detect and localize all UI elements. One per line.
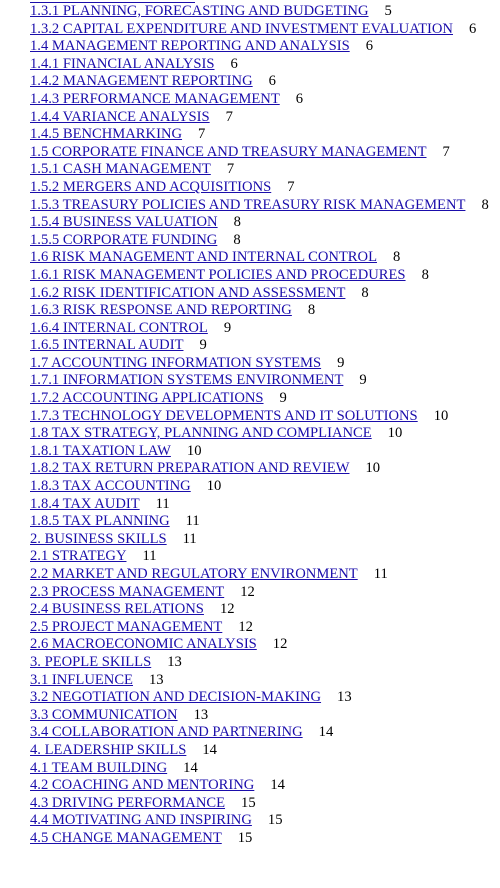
toc-entry-link[interactable]: 4.3 DRIVING PERFORMANCE: [30, 794, 226, 811]
toc-entry-link[interactable]: 1.6 RISK MANAGEMENT AND INTERNAL CONTROL: [30, 249, 377, 266]
toc-entry-link[interactable]: 1.3.2 CAPITAL EXPENDITURE AND INVESTMENT EVALUATION: [30, 20, 453, 37]
toc-entry: [30, 513, 492, 531]
toc-entry-page-number: 6: [230, 55, 238, 72]
toc-entry: [30, 830, 492, 848]
toc-entry-page-number: 11: [155, 495, 170, 512]
toc-entry: [30, 636, 492, 654]
toc-entry: [30, 38, 492, 56]
toc-entry: [30, 584, 492, 602]
toc-entry-page-number: 10: [206, 478, 222, 495]
toc-entry-page-number: 9: [337, 354, 345, 371]
toc-entry-link[interactable]: 1.8.2 TAX RETURN PREPARATION AND REVIEW: [30, 460, 350, 477]
toc-entry: [30, 267, 492, 285]
toc-entry: [30, 566, 492, 584]
toc-entry: [30, 478, 492, 496]
toc-entry-page-number: 10: [387, 425, 403, 442]
toc-entry: [30, 496, 492, 514]
toc-entry: [30, 302, 492, 320]
toc-entry: [30, 355, 492, 373]
toc-entry-link[interactable]: 1.8.1 TAXATION LAW: [30, 442, 171, 459]
toc-entry-page-number: 7: [198, 126, 206, 143]
toc-entry: [30, 689, 492, 707]
toc-entry-page-number: 13: [167, 653, 182, 670]
toc-entry-link[interactable]: 1.4.4 VARIANCE ANALYSIS: [30, 108, 210, 125]
toc-entry-page-number: 6: [268, 73, 276, 90]
toc-entry-page-number: 7: [287, 178, 295, 195]
toc-entry-link[interactable]: 2.2 MARKET AND REGULATORY ENVIRONMENT: [30, 566, 358, 582]
toc-entry: [30, 232, 492, 250]
toc-entry-page-number: 14: [318, 724, 334, 741]
toc-entry-link[interactable]: 2.3 PROCESS MANAGEMENT: [30, 583, 225, 600]
toc-entry: [30, 548, 492, 566]
toc-entry-page-number: 6: [295, 90, 304, 107]
toc-entry: [30, 795, 492, 813]
toc-entry: [30, 654, 492, 672]
toc-entry-page-number: 15: [267, 812, 283, 829]
toc-entry-link[interactable]: 1.8.4 TAX AUDIT: [30, 495, 140, 512]
toc-entry-page-number: 10: [365, 460, 381, 477]
toc-entry-link[interactable]: 1.7.1 INFORMATION SYSTEMS ENVIRONMENT: [30, 372, 344, 389]
toc-entry-link[interactable]: 2.6 MACROECONOMIC ANALYSIS: [30, 636, 257, 653]
toc-entry-page-number: 8: [481, 196, 489, 213]
toc-entry-link[interactable]: 1.5.4 BUSINESS VALUATION: [30, 214, 218, 231]
toc-entry-page-number: 13: [148, 671, 164, 688]
toc-entry-link[interactable]: 2.1 STRATEGY: [30, 548, 127, 565]
toc-entry-link[interactable]: 4.2 COACHING AND MENTORING: [30, 777, 255, 794]
toc-entry: [30, 285, 492, 303]
toc-entry-page-number: 14: [202, 741, 217, 758]
toc-entry-page-number: 12: [238, 618, 253, 635]
toc-entry: [30, 372, 492, 390]
toc-entry-page-number: 8: [233, 231, 241, 248]
toc-entry-link[interactable]: 1.4.1 FINANCIAL ANALYSIS: [30, 55, 215, 72]
toc-entry: [30, 73, 492, 91]
toc-entry-page-number: 13: [193, 706, 209, 723]
toc-entry-link[interactable]: 4.4 MOTIVATING AND INSPIRING: [30, 812, 252, 829]
toc-entry-link[interactable]: 1.6.1 RISK MANAGEMENT POLICIES AND PROCEDURES: [30, 266, 406, 283]
toc-entry-link[interactable]: 1.7.3 TECHNOLOGY DEVELOPMENTS AND IT SOLUTIONS: [30, 407, 418, 424]
toc-entry-page-number: 15: [237, 829, 253, 846]
toc-entry: [30, 760, 492, 778]
toc-entry-page-number: 11: [185, 513, 200, 530]
toc-entry-page-number: 8: [421, 266, 429, 283]
toc-entry-link[interactable]: 3. PEOPLE SKILLS: [30, 653, 152, 670]
toc-entry-link[interactable]: 1.6.5 INTERNAL AUDIT: [30, 337, 184, 354]
toc-entry: [30, 320, 492, 338]
toc-entry-page-number: 5: [384, 3, 392, 19]
toc-entry-link[interactable]: 3.2 NEGOTIATION AND DECISION-MAKING: [30, 689, 322, 706]
toc-entry-link[interactable]: 1.5.3 TREASURY POLICIES AND TREASURY RISK MANAGEMENT: [30, 196, 466, 213]
toc-entry-link[interactable]: 1.4.3 PERFORMANCE MANAGEMENT: [30, 90, 280, 107]
toc-entry-link[interactable]: 1.4 MANAGEMENT REPORTING AND ANALYSIS: [30, 38, 350, 55]
toc-entry-link[interactable]: 3.4 COLLABORATION AND PARTNERING: [30, 724, 303, 741]
toc-entry-link[interactable]: 4. LEADERSHIP SKILLS: [30, 741, 187, 758]
toc-entry: [30, 390, 492, 408]
toc-entry: [30, 3, 492, 21]
table-of-contents: [30, 3, 492, 848]
toc-entry: [30, 672, 492, 690]
toc-entry-page-number: 14: [183, 759, 198, 776]
toc-entry: [30, 109, 492, 127]
toc-entry: [30, 179, 492, 197]
toc-entry-page-number: 8: [393, 249, 401, 266]
toc-entry: [30, 460, 492, 478]
toc-entry-page-number: 14: [270, 777, 285, 794]
toc-entry-link[interactable]: 1.4.5 BENCHMARKING: [30, 126, 183, 143]
toc-entry: [30, 601, 492, 619]
toc-entry-page-number: 8: [361, 284, 369, 301]
toc-entry: [30, 197, 492, 215]
toc-entry-link[interactable]: 1.6.2 RISK IDENTIFICATION AND ASSESSMENT: [30, 284, 346, 301]
toc-entry-page-number: 9: [279, 390, 287, 407]
toc-entry: [30, 812, 492, 830]
toc-entry-page-number: 9: [359, 372, 367, 389]
toc-entry-link[interactable]: 1.6.3 RISK RESPONSE AND REPORTING: [30, 302, 292, 319]
toc-entry-link[interactable]: 4.5 CHANGE MANAGEMENT: [30, 829, 222, 846]
toc-entry: [30, 91, 492, 109]
toc-entry-link[interactable]: 2.5 PROJECT MANAGEMENT: [30, 618, 223, 635]
toc-entry-link[interactable]: 1.8 TAX STRATEGY, PLANNING AND COMPLIANCE: [30, 425, 372, 442]
toc-entry-link[interactable]: 1.7.2 ACCOUNTING APPLICATIONS: [30, 390, 264, 407]
toc-entry: [30, 443, 492, 461]
toc-entry: [30, 777, 492, 795]
toc-entry-link[interactable]: 1.5.2 MERGERS AND ACQUISITIONS: [30, 178, 272, 195]
toc-entry-link[interactable]: 2.4 BUSINESS RELATIONS: [30, 601, 204, 618]
toc-entry: [30, 161, 492, 179]
toc-entry-page-number: 15: [241, 794, 256, 811]
toc-entry-page-number: 7: [442, 143, 450, 160]
toc-entry-link[interactable]: 1.5.1 CASH MANAGEMENT: [30, 161, 211, 178]
toc-entry-page-number: 9: [199, 337, 207, 354]
toc-entry-link[interactable]: 1.6.4 INTERNAL CONTROL: [30, 319, 208, 336]
toc-entry-link[interactable]: 4.1 TEAM BUILDING: [30, 759, 168, 776]
toc-entry: [30, 214, 492, 232]
toc-entry: [30, 425, 492, 443]
toc-entry: [30, 21, 492, 39]
toc-entry-link[interactable]: 1.8.3 TAX ACCOUNTING: [30, 478, 191, 495]
toc-entry-page-number: 9: [223, 319, 232, 336]
toc-entry-page-number: 8: [233, 214, 241, 231]
toc-entry-link[interactable]: 1.5 CORPORATE FINANCE AND TREASURY MANAGEMENT: [30, 143, 427, 160]
toc-entry-link[interactable]: 1.4.2 MANAGEMENT REPORTING: [30, 73, 253, 90]
toc-entry: [30, 337, 492, 355]
toc-entry-page-number: 13: [337, 689, 352, 706]
toc-entry: [30, 144, 492, 162]
toc-entry: [30, 408, 492, 426]
toc-entry-link[interactable]: 1.8.5 TAX PLANNING: [30, 513, 170, 530]
toc-entry-link[interactable]: 3.1 INFLUENCE: [30, 671, 133, 688]
toc-entry: [30, 742, 492, 760]
toc-entry: [30, 249, 492, 267]
toc-entry-page-number: 11: [182, 530, 197, 547]
toc-entry-page-number: 10: [433, 407, 449, 424]
toc-entry-page-number: 7: [226, 161, 235, 178]
toc-entry-page-number: 8: [307, 302, 316, 319]
toc-entry-link[interactable]: 1.5.5 CORPORATE FUNDING: [30, 231, 218, 248]
toc-entry-page-number: 11: [142, 548, 157, 565]
toc-entry-page-number: 10: [186, 442, 202, 459]
toc-entry-page-number: 12: [240, 583, 255, 600]
toc-entry-page-number: 6: [365, 38, 373, 55]
toc-entry-link[interactable]: 3.3 COMMUNICATION: [30, 706, 178, 723]
toc-entry-link[interactable]: 1.3.1 PLANNING, FORECASTING AND BUDGETING: [30, 3, 369, 19]
toc-entry-page-number: 12: [272, 636, 288, 653]
toc-entry-page-number: 11: [373, 566, 388, 582]
toc-entry-link[interactable]: 1.7 ACCOUNTING INFORMATION SYSTEMS: [30, 354, 322, 371]
toc-entry-link[interactable]: 2. BUSINESS SKILLS: [30, 530, 167, 547]
toc-entry: [30, 707, 492, 725]
toc-entry: [30, 724, 492, 742]
toc-entry-page-number: 6: [468, 20, 477, 37]
toc-entry: [30, 531, 492, 549]
toc-entry: [30, 619, 492, 637]
toc-entry-page-number: 7: [225, 108, 233, 125]
toc-entry-page-number: 12: [219, 601, 235, 618]
toc-entry: [30, 56, 492, 74]
toc-entry: [30, 126, 492, 144]
